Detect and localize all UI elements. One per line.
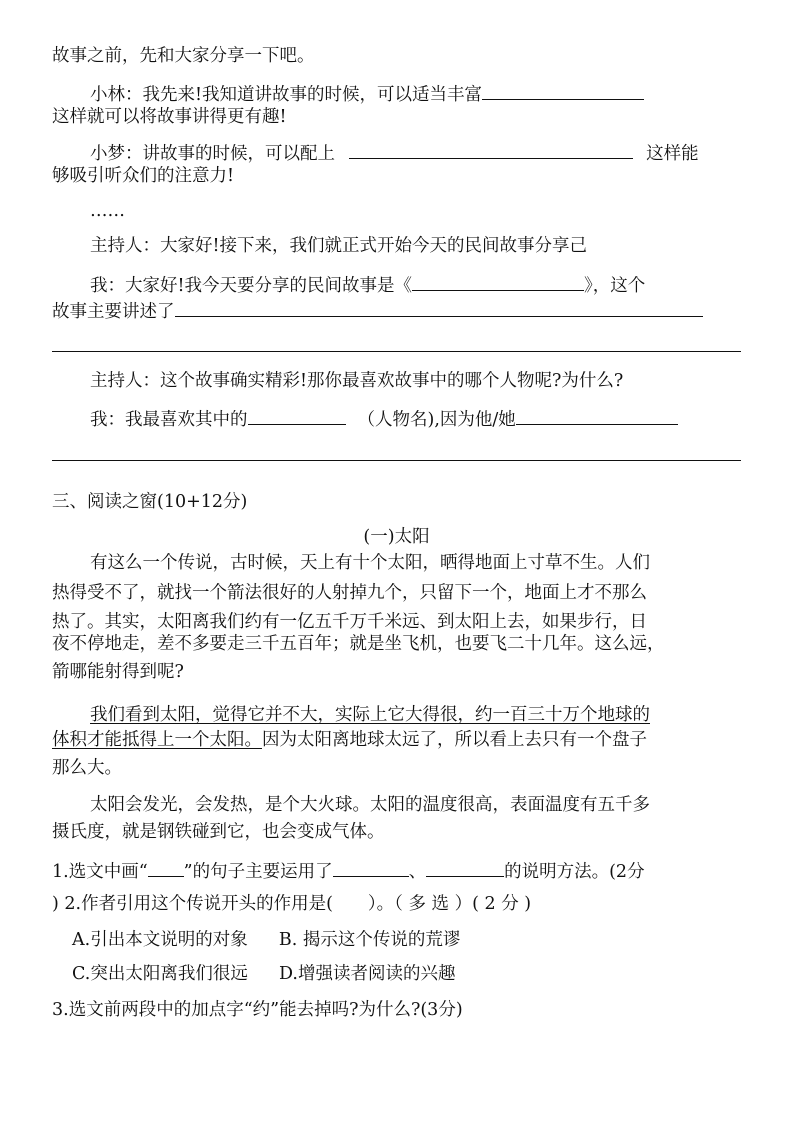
host-line-1: 主持人：大家好!接下来，我们就正式开始今天的民间故事分享己 [90, 236, 588, 256]
answer-blank-xiaomeng[interactable] [349, 140, 633, 159]
passage-p1-line-1: 有这么一个传说，古时候，天上有十个太阳，晒得地面上寸草不生。人们 [90, 553, 650, 573]
xiaolin-text: 小林：我先来!我知道讲故事的时候，可以适当丰富 [90, 85, 483, 105]
passage-p2-line-3: 那么大。 [52, 758, 122, 778]
passage-p1-line-2: 热得受不了，就找一个箭法很好的人射掉九个，只留下一个，地面上才不那么 [52, 583, 647, 603]
passage-p3-line-2: 摄氏度，就是钢铁碰到它，也会变成气体。 [52, 822, 385, 842]
answer-blank-character[interactable] [248, 406, 346, 425]
me-line-3 [90, 406, 782, 432]
passage-p2-line-2 [52, 728, 744, 752]
answer-line-reason[interactable] [52, 460, 741, 461]
question-1-text-b: ”的句子主要运用了 [183, 862, 333, 882]
question-1-text-c: 、 [408, 862, 427, 882]
me-story-text: 我：大家好!我今天要分享的民间故事是《 [90, 276, 413, 296]
ellipsis: …… [90, 201, 125, 221]
question-1 [52, 858, 744, 884]
answer-line-summary[interactable] [52, 351, 741, 352]
answer-blank-story-title[interactable] [412, 272, 584, 291]
passage-p1-line-4: 夜不停地走，差不多要走三千五百年；就是坐飞机，也要飞二十几年。这么远， [52, 634, 665, 654]
xiaomeng-line-1 [90, 140, 782, 166]
question-1-text-d: 的说明方法。(2分 [504, 862, 645, 882]
me-story-tail: 》，这个 [584, 276, 646, 296]
passage-p3-line-1: 太阳会发光，会发热，是个大火球。太阳的温度很高，表面温度有五千多 [90, 795, 650, 815]
underlined-sentence-end: 体积才能抵得上一个太阳。 [52, 730, 262, 750]
options-row-1 [72, 928, 764, 952]
underline-sample [148, 858, 184, 877]
xiaomeng-text: 小梦：讲故事的时候，可以配上 [90, 144, 335, 164]
answer-blank-reason[interactable] [516, 406, 678, 425]
option-d[interactable]: D.增强读者阅读的兴趣 [279, 964, 456, 984]
option-b[interactable]: B. 揭示这个传说的荒谬 [278, 930, 461, 950]
answer-blank-method-2[interactable] [426, 858, 504, 877]
paragraph-intro-end: 故事之前，先和大家分享一下吧。 [52, 46, 315, 66]
passage-p1-line-5: 箭哪能射得到呢? [52, 662, 184, 682]
section-title: 三、阅读之窗(10+12分) [52, 492, 248, 512]
me-line-1 [90, 272, 782, 298]
xiaolin-line-2: 这样就可以将故事讲得更有趣! [52, 107, 287, 127]
me-line-2 [52, 298, 744, 324]
question-3: 3.选文前两段中的加点字“约”能去掉吗?为什么?(3分) [52, 1000, 463, 1020]
me-story-summary-label: 故事主要讲述了 [52, 302, 175, 322]
xiaolin-line-1 [90, 81, 782, 107]
option-a[interactable]: A.引出本文说明的对象 [72, 930, 248, 950]
passage-p2-line-1: 我们看到太阳，觉得它并不大，实际上它大得很，约一百三十万个地球的 [90, 705, 650, 725]
xiaomeng-line-2: 够吸引听众们的注意力! [52, 166, 235, 186]
passage-p2-line-2-rest: 因为太阳离地球太远了，所以看上去只有一个盘子 [262, 730, 647, 750]
passage-p1-line-3: 热了。其实，太阳离我们约有一亿五千万千米远、到太阳上去，如果步行，日 [52, 612, 647, 632]
question-1-text-a: 1.选文中画“ [52, 862, 148, 882]
question-2: ) 2.作者引用这个传说开头的作用是( ）。（ 多 选 ）( 2 分 ) [52, 894, 532, 914]
answer-blank-xiaolin[interactable] [482, 81, 644, 100]
xiaomeng-tail: 这样能 [646, 144, 699, 164]
me-favorite-text: 我：我最喜欢其中的 [90, 410, 248, 430]
answer-blank-story-summary[interactable] [175, 298, 703, 317]
host-line-2: 主持人：这个故事确实精彩!那你最喜欢故事中的哪个人物呢?为什么? [90, 371, 624, 391]
me-favorite-mid: （人物名),因为他/她 [357, 410, 516, 430]
answer-blank-method-1[interactable] [333, 858, 409, 877]
option-c[interactable]: C.突出太阳离我们很远 [72, 964, 248, 984]
passage-title: (一)太阳 [363, 527, 430, 547]
options-row-2 [72, 962, 764, 986]
